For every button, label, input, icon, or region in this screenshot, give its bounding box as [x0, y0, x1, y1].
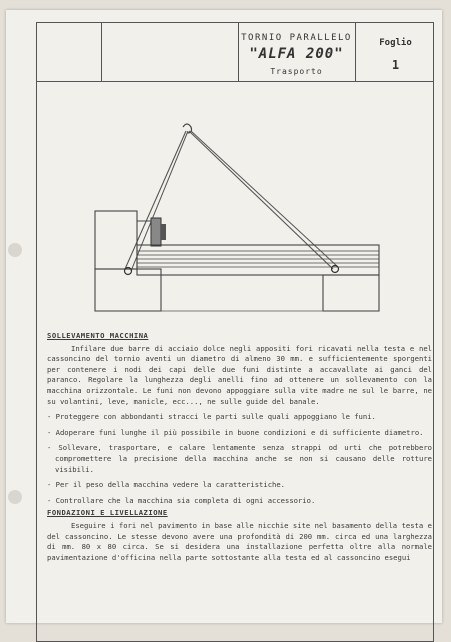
- bullet-item: - Per il peso della macchina vedere la caratteristiche.: [47, 480, 285, 490]
- section-title-lifting: SOLLEVAMENTO MACCHINA: [47, 331, 149, 340]
- headstock: [95, 211, 137, 269]
- sheet-label: Foglio: [379, 38, 412, 48]
- bullet-item: - Sollevare, trasportare, e calare lentamente senza strappi od urti che potrebbero compromettere la precisione della macchina anche se non si causano delle rotture visibili.: [47, 443, 432, 474]
- section-title-foundations: FONDAZIONI E LIVELLAZIONE: [47, 508, 168, 518]
- spindle-housing: [137, 221, 151, 245]
- page-frame: [36, 22, 434, 642]
- cabinet-base: [323, 275, 379, 311]
- sheet-number: 1: [391, 58, 400, 72]
- lifting-rope-left: [125, 131, 186, 269]
- lifting-rope-right: [191, 131, 338, 267]
- machine-model: "ALFA 200": [249, 46, 344, 62]
- foundations-paragraph: Eseguire i fori nel pavimento in base alle nicchie site nel basamento della testa e del cassoncino. Le stesse devono avere una profondità di 200 mm. circa ed una larghezza di mm. 80 x 80 circa. Se si desidera una installazione perfetta oltre alla normale pavimentazione d'officina nella parte sottostante alla testa ed al cassoncino esegui: [47, 520, 432, 562]
- chuck: [151, 218, 161, 246]
- lifting-paragraph: Infilare due barre di acciaio dolce negli appositi fori ricavati nella testa e nel cassoncino del tornio aventi un diametro di almeno 30 mm. e sufficientemente sporgenti per contenere i nodi dei capi delle due funi distinte a accavallate ai ganci del paranco. Regolare la lunghezza degli anelli fino ad ottenere un sollevamento con la macchina orizzontale. Le funi non devono appoggiare sulla vite madre ne sul le barre, ne su volantini, leve, manicle, ecc..., ne sulle guide del banale.: [47, 343, 432, 406]
- machine-type: TORNIO PARALLELO: [241, 33, 352, 43]
- document-sheet: [6, 10, 442, 623]
- punch-hole: [8, 243, 22, 257]
- chuck-jaw: [161, 224, 166, 240]
- punch-hole: [8, 490, 22, 504]
- instructions-text: [47, 331, 432, 563]
- bullet-item: - Proteggere con abbondanti stracci le parti sulle quali appoggiano le funi.: [47, 412, 376, 422]
- lathe-lifting-drawing: [37, 23, 433, 323]
- lathe-bed: [137, 245, 379, 275]
- bullet-item: - Adoperare funi lunghe il più possibile in buone condizioni e di sufficiente diametro.: [47, 427, 424, 437]
- lifting-rope-right: [189, 131, 333, 269]
- lifting-rope-left: [131, 131, 188, 271]
- document-subject: Trasporto: [270, 67, 323, 76]
- bullet-item: - Controllare che la macchina sia completa di ogni accessorio.: [47, 495, 316, 505]
